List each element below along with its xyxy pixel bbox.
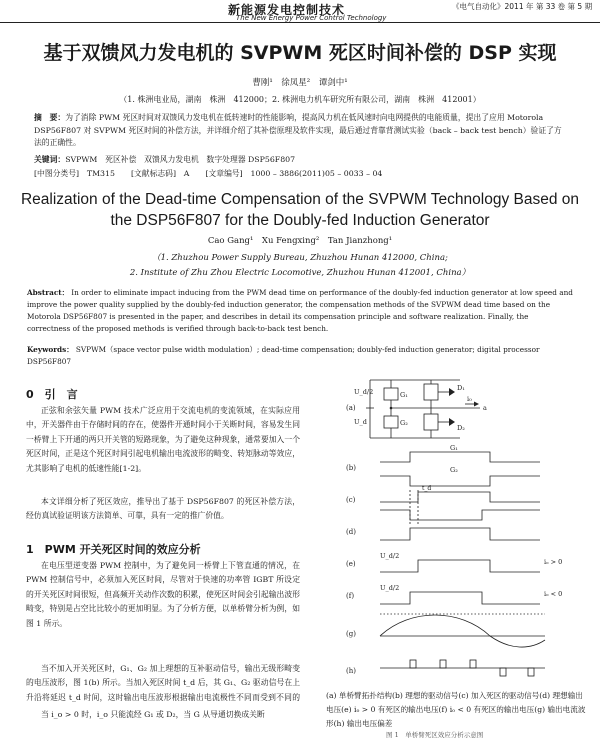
- keywords-en-text: SVPWM（space vector pulse width modulation）; dead-time compensation; doubly-fed induction generator; digital processor DSP56F807: [27, 345, 540, 366]
- deadtime-gate-signals: [380, 490, 540, 524]
- label-d2: D₂: [457, 424, 465, 432]
- output-voltage-io-positive: [380, 560, 540, 572]
- affiliation-en-line1: （1. Zhuzhou Power Supply Bureau, Zhuzhou Hunan 412000, China;: [152, 253, 448, 263]
- label-f-ud2: U_d/2: [380, 584, 400, 592]
- abstract-en: [27, 287, 573, 335]
- label-ud2: U_d/2: [354, 388, 374, 396]
- journal-subtitle: The New Energy Power Control Technology: [236, 14, 387, 22]
- subfig-label-f: (f): [346, 592, 355, 600]
- subfig-label-h: (h): [346, 667, 356, 675]
- paper-title-cn: 基于双馈风力发电机的 SVPWM 死区时间补偿的 DSP 实现: [43, 42, 557, 64]
- label-td: t_d: [422, 485, 432, 492]
- authors-cn: 曹刚¹ 徐凤星² 谭剑中¹: [252, 78, 348, 88]
- label-b-g2: G₂: [450, 466, 458, 474]
- authors-en: Cao Gang¹ Xu Fengxing² Tan Jianzhong¹: [207, 236, 393, 246]
- section-heading-intro: 0 引 言: [26, 388, 78, 401]
- label-f-io: iₒ < 0: [544, 590, 563, 598]
- affiliation-cn: （1. 株洲电业局，湖南 株洲 412000；2. 株洲电力机车研究所有限公司，湖南 株洲 412001）: [119, 95, 481, 104]
- label-node-a: a: [483, 404, 487, 412]
- label-e-io: iₒ > 0: [544, 558, 563, 566]
- keywords-en-label: Keywords：: [27, 345, 74, 354]
- label-ud: U_d: [354, 418, 367, 426]
- label-e-ud2: U_d/2: [380, 552, 400, 560]
- voltage-deviation-pulses: [380, 660, 545, 676]
- subfig-label-c: (c): [346, 496, 356, 504]
- figure-title: 图 1 单桥臂死区效应分析示意图: [386, 731, 484, 739]
- abstract-en-label: Abstract：: [27, 288, 69, 297]
- journal-issue: 《电气自动化》2011 年 第 33 卷 第 5 期: [452, 2, 593, 11]
- paper-title-en: [0, 189, 600, 231]
- section-heading-1: 1 PWM 开关死区时间的效应分析: [26, 543, 201, 556]
- subfig-label-b: (b): [346, 464, 356, 472]
- body-paragraph: 当 i_o > 0 时，i_o 只能流经 G₁ 或 D₂，当 G 从导通切换成关断: [41, 710, 265, 719]
- label-g1: G₁: [400, 391, 408, 399]
- header-rule: [0, 22, 600, 23]
- journal-title: 新能源发电控制技术: [228, 3, 346, 17]
- keywords-en: [27, 344, 573, 368]
- body-paragraph: 正弦和余弦矢量 PWM 技术广泛应用于交流电机的变流领域，在实际应用中，开关器件由于存储时间的存在，使器件开通时间小于关断时间，容易发生同一桥臂上下开通的两只开关管的短路现象，为了避免这种现象，通常要加入一个死区时间，正是这个死区时间引起电机输出电流波形的畸变、转矩脉动等效应，尤其影响了电机的低速性能[1-2]。: [26, 406, 300, 473]
- output-voltage-io-negative: [380, 592, 540, 604]
- label-d1: D₁: [457, 384, 465, 392]
- document-code: [文献标志码] A: [130, 169, 190, 178]
- abstract-cn-label: 摘 要：: [34, 113, 66, 122]
- title-en-line2: the DSP56F807 for the Doubly-fed Induction Generator: [110, 212, 490, 229]
- label-io: i₀: [467, 395, 472, 403]
- article-number: [文章编号] 1000 – 3886(2011)05 – 0033 – 04: [205, 169, 383, 178]
- body-paragraph: 本文详细分析了死区效应，推导出了基于 DSP56F807 的死区补偿方法，经仿真试验证明该方法简单、可靠，具有一定的推广价值。: [26, 497, 300, 521]
- ideal-output-voltage: [380, 528, 540, 540]
- keywords-cn-text: SVPWM 死区补偿 双馈风力发电机 数字处理器 DSP56F807: [65, 155, 296, 164]
- title-en-line1: Realization of the Dead-time Compensation of the SVPWM Technology Based on: [20, 191, 580, 208]
- label-b-g1: G₁: [450, 444, 458, 452]
- subfig-label-g: (g): [346, 630, 356, 638]
- body-paragraph: 当不加入开关死区时，G₁、G₂ 加上理想的互补驱动信号，输出无级形畸变的电压波形，图 1(b) 所示。当加入死区时间 t_d 后，其 G₁、G₂ 驱动信号在上升沿将延迟 t_d 时间，这时输出电压波形根据输出电流极性不同而受到不同的: [26, 664, 300, 702]
- figure-caption: (a) 单桥臂拓扑结构(b) 理想的驱动信号(c) 加入死区的驱动信号(d) 理想输出电压(e) iₒ > 0 有死区的输出电压(f) iₒ < 0 有死区的输出电压(g) 输出电流波形(h) 输出电压偏差: [326, 691, 586, 728]
- body-paragraph: 在电压型逆变器 PWM 控制中，为了避免同一桥臂上下管直通的情况，在 PWM 控制信号中，必须加入死区时间，尽管对于快速的功率管 IGBT 所设定的开关死区时间很短，但高频开关动作次数的积累，使死区时间会引起输出波形畸变，特别是占空比比较小的更加明显。为了分析方便，以单桥臂分析为例，如图 1 所示。: [26, 561, 300, 628]
- label-g2: G₂: [400, 419, 408, 427]
- abstract-en-text: In order to eliminate impact inducing from the PWM dead time on performance of the doubly-fed induction generator at low speed and improve the power quality supplied by the doubly-fed induction generator, the compensation methods of the SVPWM dead time based on the Motorola DSP56F807 is presented in the paper, and describes in detail its compensation principle and software realization. Finally, the correctness of the proposed methods is verified through back-to-back test bench.: [27, 288, 573, 333]
- abstract-cn-text: 为了消除 PWM 死区时间对双馈风力发电机在低转速时的性能影响，提高风力机在低风速时向电网提供的电能质量，提出了应用 Motorola DSP56F807 对 SVPWM 死区时间的补偿方法，并详细介绍了其补偿原理及软件实现，最后通过背靠背测试实验（back – back test bench）验证了方法的正确性。: [34, 113, 562, 147]
- clc-number: [中图分类号] TM315: [34, 169, 115, 178]
- keywords-cn-label: 关键词：: [34, 155, 66, 164]
- affiliation-en-line2: 2. Institute of Zhu Zhou Electric Locomotive, Zhuzhou Hunan 412001, China）: [129, 268, 471, 278]
- ideal-gate-signals: [380, 452, 540, 486]
- output-current-waveform: [380, 614, 545, 647]
- figure-1-dead-time-diagram: [340, 378, 580, 688]
- classification-cn: [34, 168, 566, 179]
- subfig-label-e: (e): [346, 560, 356, 568]
- keywords-cn: [34, 154, 566, 165]
- abstract-cn: [34, 112, 566, 150]
- subfig-label-d: (d): [346, 528, 356, 536]
- subfig-label-a: (a): [346, 404, 356, 412]
